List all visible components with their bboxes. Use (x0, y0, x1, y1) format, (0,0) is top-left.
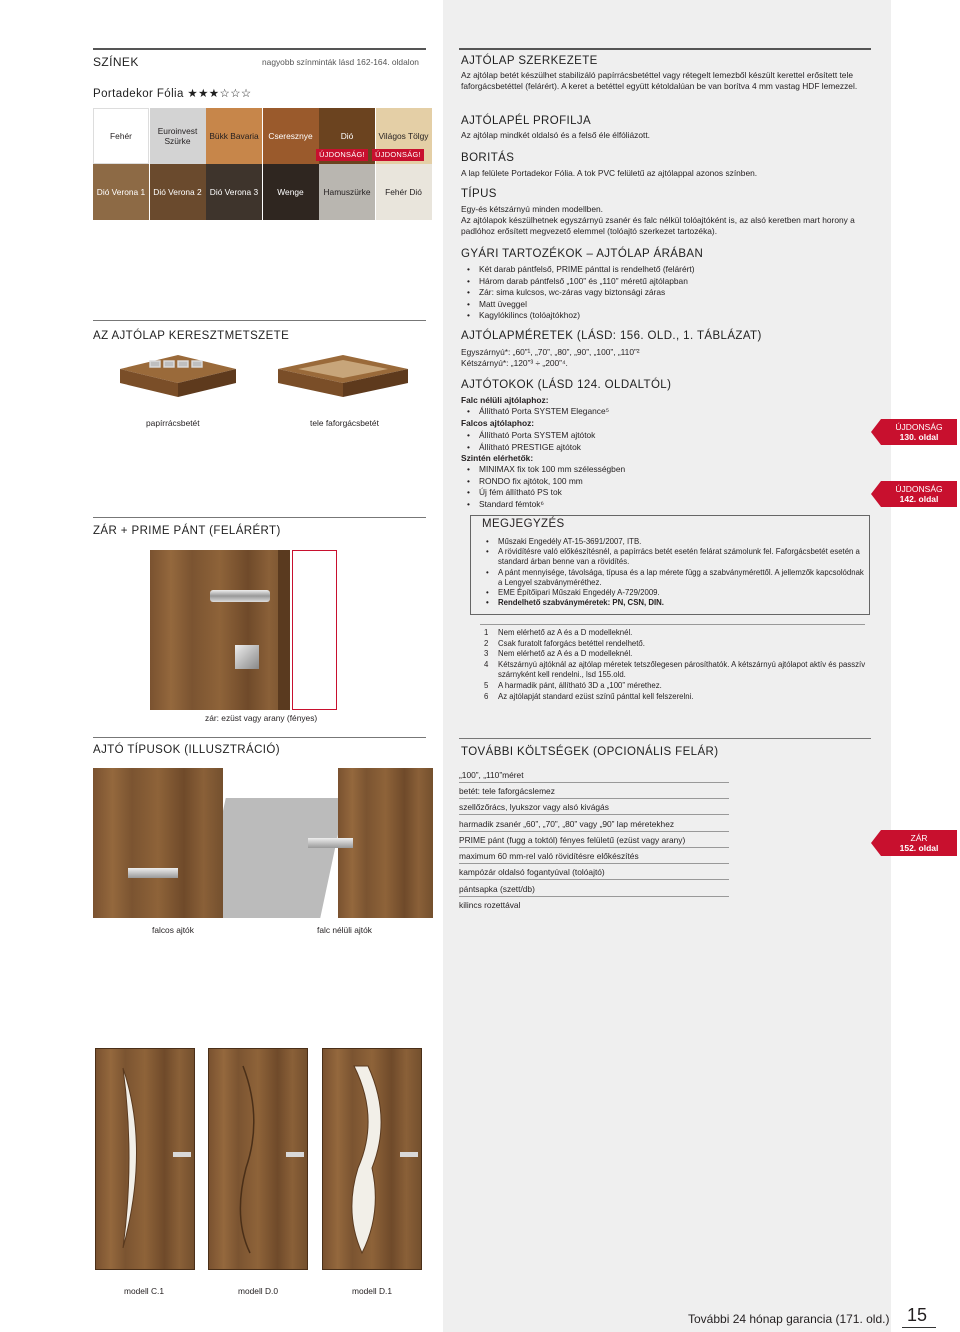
type-body-2: Az ajtólapok készülhetnek egyszárnyú zsanér és falc nélkül tolóajtóként is, az alsó keretben mart horony a padlóhoz erősített megvezető elemmel (tolóajtó szerkezet tartozéka). (461, 215, 855, 237)
cost-item: maximum 60 mm-rel való rövidítésre előkészítés (459, 849, 729, 864)
cost-item: harmadik zsanér „60”, „70”, „80” vagy „90” lap méretekhez (459, 817, 729, 832)
cost-item: „100”, „110”méret (459, 768, 729, 783)
list-item: • Két darab pántfelső, PRIME pánttal is rendelhető (felárért) (461, 264, 871, 276)
sizes-title: AJTÓLAPMÉRETEK (LÁSD: 156. OLD., 1. TÁBLÁZAT) (461, 330, 762, 342)
color-swatch: Dió Verona 2 (150, 164, 206, 220)
footnote-number: 1 (484, 628, 489, 637)
accessories-title: GYÁRI TARTOZÉKOK – AJTÓLAP ÁRÁBAN (461, 248, 704, 260)
list-item: • A pánt mennyisége, távolsága, típusa és a lap mérete függ a szabványmérettől. A jellemzők kapcsolódnak a Lengyel szabványméréthez. (480, 568, 870, 588)
list-item: • Állítható Porta SYSTEM Elegance⁵ (461, 406, 761, 418)
notes-list (480, 537, 870, 608)
list-item: • Új fém állítható PS tok (461, 487, 761, 499)
list-item: • RONDO fix ajtótok, 100 mm (461, 476, 761, 488)
sizes-line-2: Kétszárnyú*: „120”³ ÷ „200”⁴. (461, 358, 568, 368)
type-body-1: Egy-és kétszárnyú minden modellben. (461, 204, 603, 214)
model-label: modell C.1 (124, 1286, 165, 1296)
sizes-line-1: Egyszárnyú*: „60”¹, „70”, „80”, „90”, „100”, „110”² (461, 347, 640, 357)
divider (93, 48, 426, 50)
cross-left-caption: papírrácsbetét (146, 418, 200, 428)
tag-line-2: 130. oldal (899, 432, 939, 442)
new-badge: ÚJDONSÁG! (372, 149, 424, 161)
color-swatch: Világos Tölgy (376, 108, 432, 164)
new-tag-142[interactable] (881, 481, 957, 507)
list-item: • Kagylókilincs (tolóajtókhoz) (461, 310, 871, 322)
list-item: • EME Építőipari Műszaki Engedély A-729/2009. (480, 588, 870, 598)
lock-tag-152[interactable] (881, 830, 957, 856)
edge-profile-title: AJTÓLAPÉL PROFILJA (461, 115, 592, 127)
divider (93, 737, 426, 738)
hinge-image (292, 550, 337, 710)
color-swatch: Cseresznye (263, 108, 319, 164)
frames-sub-3: Szintén elérhetők: (461, 453, 534, 463)
model-label: modell D.0 (238, 1286, 279, 1296)
list-item: • Három darab pántfelső „100” és „110” méretű ajtólapban (461, 276, 871, 288)
colors-title: SZÍNEK (93, 55, 139, 69)
cost-item: pántsapka (szett/db) (459, 882, 729, 897)
list-item: • Zár: sima kulcsos, wc-záras vagy biztonsági záras (461, 287, 871, 299)
lock-image (150, 550, 290, 710)
new-badge: ÚJDONSÁG! (316, 149, 368, 161)
color-swatch: Hamuszürke (319, 164, 375, 220)
list-item: • A rövidítésre való előkészítésnél, a papírrács betét esetén felárat számolunk fel. Faforgácsbetét esetén a standard árban benne van a rövidítés. (480, 547, 870, 567)
footnote-text: Nem elérhető az A és a D modelleknél. (498, 649, 633, 659)
costs-title: TOVÁBBI KÖLTSÉGEK (OPCIONÁLIS FELÁR) (461, 746, 719, 758)
frames-list-3 (461, 464, 761, 510)
footnote-text: Csak furatolt faforgács betéttel rendelhető. (498, 638, 645, 648)
door-types-left-caption: falcos ajtók (152, 925, 194, 935)
divider (459, 48, 871, 50)
door-types-image (93, 768, 433, 918)
list-item: • Matt üveggel (461, 299, 871, 311)
cross-right-caption: tele faforgácsbetét (310, 418, 379, 428)
lock-title: ZÁR + PRIME PÁNT (FELÁRÉRT) (93, 525, 281, 537)
cost-item: kilincs rozettával (459, 900, 521, 910)
page-number: 15 (907, 1305, 928, 1325)
structure-title: AJTÓLAP SZERKEZETE (461, 55, 598, 67)
door-types-title: AJTÓ TÍPUSOK (ILLUSZTRÁCIÓ) (93, 744, 280, 756)
footnote-text: Kétszárnyú ajtóknál az ajtólap méretek tetszőlegesen párosíthatók. A kétszárnyú ajtólapot aktív és passzív szárnyként kell rendelni., lsd 155.old. (498, 659, 866, 680)
cross-section-chipboard-image (278, 355, 408, 397)
frames-list-2 (461, 430, 761, 453)
frames-list-1 (461, 406, 761, 418)
model-label: modell D.1 (352, 1286, 393, 1296)
footnotes (484, 628, 874, 702)
tag-line-1: ZÁR (910, 833, 928, 843)
edge-profile-body: Az ajtólap mindkét oldalsó és a felső éle élfóliázott. (461, 130, 651, 140)
list-item: • Rendelhető szabványméretek: PN, CSN, DIN. (480, 598, 870, 608)
tag-line-1: ÚJDONSÁG (895, 422, 943, 432)
list-item: • Állítható PRESTIGE ajtótok (461, 442, 761, 454)
color-swatch: Dió Verona 1 (93, 164, 149, 220)
color-swatch: Bükk Bavaria (206, 108, 262, 164)
tag-line-1: ÚJDONSÁG (895, 484, 943, 494)
color-swatch: Wenge (263, 164, 319, 220)
divider (93, 517, 426, 518)
cost-item: betét: tele faforgácslemez (459, 784, 729, 799)
color-swatch: Euroinvest Szürke (150, 108, 206, 164)
color-swatch: Fehér Dió (376, 164, 432, 220)
list-item: • Állítható Porta SYSTEM ajtótok (461, 430, 761, 442)
tag-line-2: 152. oldal (899, 843, 939, 853)
color-swatch: Dió (319, 108, 375, 164)
list-item: • Standard fémtok⁶ (461, 499, 761, 511)
divider (93, 320, 426, 321)
color-swatch: Fehér (93, 108, 149, 164)
colors-note: nagyobb színminták lásd 162-164. oldalon (262, 57, 419, 67)
footnote-text: Az ajtólapját standard ezüst színű pánttal kell felszerelni. (498, 691, 694, 701)
guarantee-text: További 24 hónap garancia (171. old.) (688, 1312, 890, 1326)
structure-body: Az ajtólap betét készülhet stabilizáló papírrácsbetéttel vagy rétegelt lemezből készült kerettel erősített tele faforgácsbetéttel (felárért). A keret a betéttel együtt kétoldalúan be van borítva 4 mm vastag HDF lemezzel. (461, 70, 858, 92)
door-model-d1 (322, 1048, 422, 1270)
cross-section-title: AZ AJTÓLAP KERESZTMETSZETE (93, 330, 290, 342)
new-tag-130[interactable] (881, 419, 957, 445)
lock-caption: zár: ezüst vagy arany (fényes) (205, 713, 318, 723)
color-swatch: Dió Verona 3 (206, 164, 262, 220)
frames-sub-1: Falc nélüli ajtólaphoz: (461, 395, 549, 405)
tag-line-2: 142. oldal (899, 494, 939, 504)
footnote-number: 2 (484, 638, 489, 648)
list-item: • Műszaki Engedély AT-15-3691/2007, ITB. (480, 537, 870, 547)
frames-title: AJTÓTOKOK (LÁSD 124. OLDALTÓL) (461, 379, 672, 391)
cost-item: szellőzőrács, lyukszor vagy alsó kivágás (459, 800, 729, 815)
cross-section-paper-image (120, 355, 236, 397)
list-item: • MINIMAX fix tok 100 mm szélességben (461, 464, 761, 476)
portadekor-label: Portadekor Fólia ★★★☆☆☆ (93, 88, 252, 100)
type-title: TÍPUS (461, 188, 497, 200)
footnote-text: A harmadik pánt, állítható 3D a „100” mérethez. (498, 680, 662, 690)
footnote-text: Nem elérhető az A és a D modelleknél. (498, 628, 633, 637)
cost-item: PRIME pánt (fugg a toktól) fényes felületű (ezüst vagy arany) (459, 833, 729, 848)
footnote-number: 4 (484, 659, 489, 669)
notes-title: MEGJEGYZÉS (478, 518, 569, 530)
door-model-c1 (95, 1048, 195, 1270)
footnote-number: 6 (484, 691, 489, 701)
footnote-number: 5 (484, 680, 489, 690)
divider (459, 738, 871, 739)
page-number-underline (902, 1327, 936, 1328)
frames-sub-2: Falcos ajtólaphoz: (461, 418, 535, 428)
door-types-right-caption: falc nélüli ajtók (317, 925, 372, 935)
cost-item: kampózár oldalsó fogantyúval (tolóajtó) (459, 865, 729, 880)
accessories-list (461, 264, 871, 322)
covering-body: A lap felülete Portadekor Fólia. A tok PVC felületű az ajtólappal azonos színben. (461, 168, 758, 178)
footnote-number: 3 (484, 649, 489, 659)
covering-title: BORITÁS (461, 152, 515, 164)
door-model-d0 (208, 1048, 308, 1270)
divider (480, 624, 865, 625)
